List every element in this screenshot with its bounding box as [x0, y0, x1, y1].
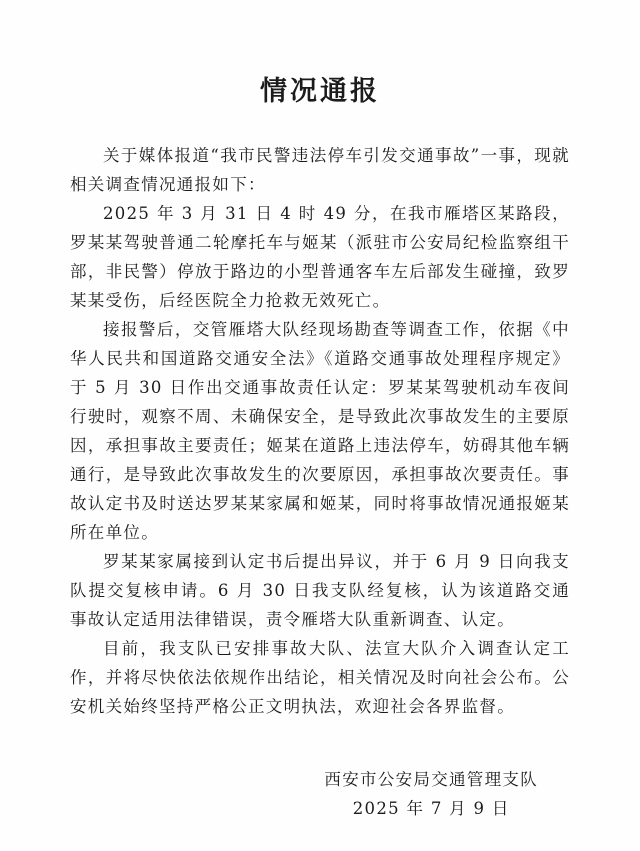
document-title: 情况通报 — [260, 76, 380, 107]
document-body — [70, 141, 570, 721]
signature-block — [70, 765, 570, 823]
paragraph-intro: 关于媒体报道“我市民警违法停车引发交通事故”一事，现就相关调查情况通报如下： — [70, 146, 570, 194]
signature-date: 2025 年 7 月 9 日 — [352, 799, 510, 818]
paragraph-current-status: 目前，我支队已安排事故大队、法宣大队介入调查认定工作，并将尽快依法依规作出结论，相关情况及时向社会公布。公安机关始终坚持严格公正文明执法，欢迎社会各界监督。 — [70, 639, 570, 716]
paragraph-responsibility-determination: 接报警后，交管雁塔大队经现场勘查等调查工作，依据《中华人民共和国道路交通安全法》《道路交通事故处理程序规定》于 5 月 30 日作出交通事故责任认定：罗某某驾驶机动车夜间行驶时，观察不周、未确保安全，是导致此次事故发生的主要原因，承担事故主要责任；姬某在道路上违法停车，妨碍其他车辆通行，是导致此次事故发生的次要原因，承担事故次要责任。事故认定书及时送达罗某某家属和姬某，同时将事故情况通报姬某所在单位。 — [70, 320, 570, 542]
signature-organization: 西安市公安局交通管理支队 — [324, 770, 538, 789]
paragraph-accident-description: 2025 年 3 月 31 日 4 时 49 分，在我市雁塔区某路段，罗某某驾驶普通二轮摩托车与姬某（派驻市公安局纪检监察组干部，非民警）停放于路边的小型普通客车左后部发生碰撞，致罗某某受伤，后经医院全力抢救无效死亡。 — [70, 204, 570, 310]
paragraph-review-application: 罗某某家属接到认定书后提出异议，并于 6 月 9 日向我支队提交复核申请。6 月 30 日我支队经复核，认为该道路交通事故认定适用法律错误，责令雁塔大队重新调查、认定。 — [70, 552, 570, 629]
signature-inner — [324, 765, 538, 823]
